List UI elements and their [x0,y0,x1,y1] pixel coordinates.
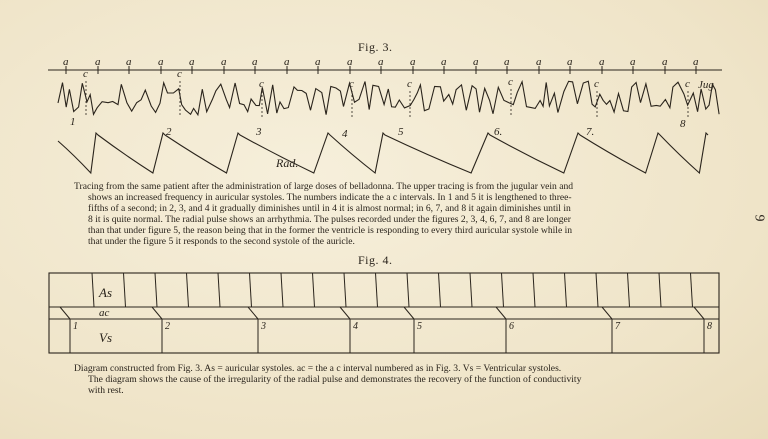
ac-interval-line [340,307,350,319]
c-wave-label: c [407,78,412,90]
a-wave-label: a [599,56,605,68]
fig3-caption-line: than that under figure 5, the reason being that in the former the ventricle is responding to every third auricular systole while in [88,225,573,236]
a-wave-label: a [63,56,69,68]
page-number: 9 [751,214,767,222]
a-wave-label: a [252,56,258,68]
ventricular-number: 2 [165,321,170,332]
c-wave-labels [83,68,690,90]
fig4-caption [74,363,694,396]
a-wave-label: a [536,56,542,68]
fig3-caption-line: Tracing from the same patient after the administration of large doses of belladonna. The upper tracing is from the jugular vein and [74,181,574,192]
ventricular-number: 5 [417,321,422,332]
a-wave-label: a [504,56,510,68]
ac-interval-line [248,307,258,319]
ventricular-number: 4 [353,321,358,332]
ventricular-number: 3 [261,321,266,332]
radial-pulse-trace [58,133,708,173]
auricular-systole-divider [470,273,472,307]
auricular-systole-divider [376,273,378,307]
fig3-caption-line: that under the figure 5 it responds to the second systole of the auricle. [88,236,355,247]
a-wave-label: a [95,56,101,68]
auricular-systole-divider [691,273,693,307]
ventricular-number: 8 [707,321,712,332]
c-wave-label: c [83,68,88,80]
c-wave-label: c [259,78,264,90]
fig4-title: Fig. 4. [358,253,393,267]
interval-number: 5 [398,126,404,138]
auricular-systole-divider [92,273,94,307]
auricular-systole-divider [344,273,346,307]
a-wave-label: a [441,56,447,68]
auricular-systole-divider [281,273,283,307]
auricular-systole-divider [659,273,661,307]
fig4-caption-line: The diagram shows the cause of the irregularity of the radial pulse and demonstrates the recovery of the function of conductivity [88,374,582,385]
row-label-vs: Vs [99,330,112,345]
a-wave-label: a [567,56,573,68]
row-label-as: As [99,285,112,300]
auricular-systole-divider [533,273,535,307]
a-wave-label: a [315,56,321,68]
auricular-systole-divider [250,273,252,307]
c-wave-label: c [685,78,690,90]
fig3-caption [74,181,694,247]
auricular-systole-cells [92,273,693,307]
fig3-caption-line: shows an increased frequency in auricular systoles. The numbers indicate the a c intervals. In 1 and 5 it is lengthened to three- [88,192,572,203]
a-wave-label: a [189,56,195,68]
a-wave-label: a [662,56,668,68]
ac-interval-line [602,307,612,319]
c-wave-label: c [594,78,599,90]
interval-number: 2 [166,126,172,138]
auricular-systole-divider [502,273,504,307]
ac-interval-line [694,307,704,319]
jugular-vein-trace [58,81,719,115]
ac-interval-line [152,307,162,319]
auricular-systole-divider [565,273,567,307]
rad-label: Rad. [276,156,299,170]
a-wave-label: a [221,56,227,68]
fig3-title: Fig. 3. [358,40,393,54]
ac-interval-line [496,307,506,319]
interval-number: 1 [70,116,76,128]
auricular-systole-divider [628,273,630,307]
a-wave-label: a [284,56,290,68]
interval-number: 6. [494,126,503,138]
fig3-caption-line: 8 it is quite normal. The radial pulse shows an arrhythmia. The pulses recorded under the figures 2, 3, 4, 6, 7, and 8 are longer [88,214,571,225]
diagram-frame [49,273,719,353]
fig4-diagram [0,270,768,360]
ac-interval-line [404,307,414,319]
interval-number: 8 [680,118,686,130]
auricular-systole-divider [124,273,126,307]
auricular-systole-divider [407,273,409,307]
a-wave-label: a [473,56,479,68]
jug-label: Jug [698,79,714,91]
auricular-systole-divider [439,273,441,307]
a-wave-label: a [630,56,636,68]
auricular-systole-divider [187,273,189,307]
ventricular-numbers [73,321,712,332]
fig4-caption-line: Diagram constructed from Fig. 3. As = auricular systoles. ac = the a c interval numbered as in Fig. 3. Vs = Ventricular systoles. [74,363,562,374]
a-wave-label: a [378,56,384,68]
ventricular-number: 7 [615,321,620,332]
a-wave-label: a [126,56,132,68]
ventricular-number: 6 [509,321,514,332]
ventricular-number: 1 [73,321,78,332]
auricular-systole-divider [218,273,220,307]
a-wave-label: a [693,56,699,68]
interval-number: 4 [342,128,348,140]
c-wave-label: c [508,76,513,88]
a-wave-label: a [347,56,353,68]
fig4-caption-line: with rest. [88,385,124,396]
ac-interval-line [60,307,70,319]
c-wave-label: c [177,68,182,80]
interval-number: 7. [586,126,595,138]
auricular-systole-divider [596,273,598,307]
a-wave-label: a [410,56,416,68]
auricular-systole-divider [313,273,315,307]
a-wave-label: a [158,56,164,68]
row-label-ac: ac [99,307,110,319]
c-wave-label: c [349,78,354,90]
auricular-systole-divider [155,273,157,307]
fig3-caption-line: fifths of a second; in 2, 3, and 4 it gradually diminishes until in 4 it is almost normal; in 6, 7, and 8 it again diminishes until in [88,203,571,214]
ac-interval-lines [60,307,704,319]
a-wave-labels [63,56,699,68]
interval-number: 3 [256,126,262,138]
